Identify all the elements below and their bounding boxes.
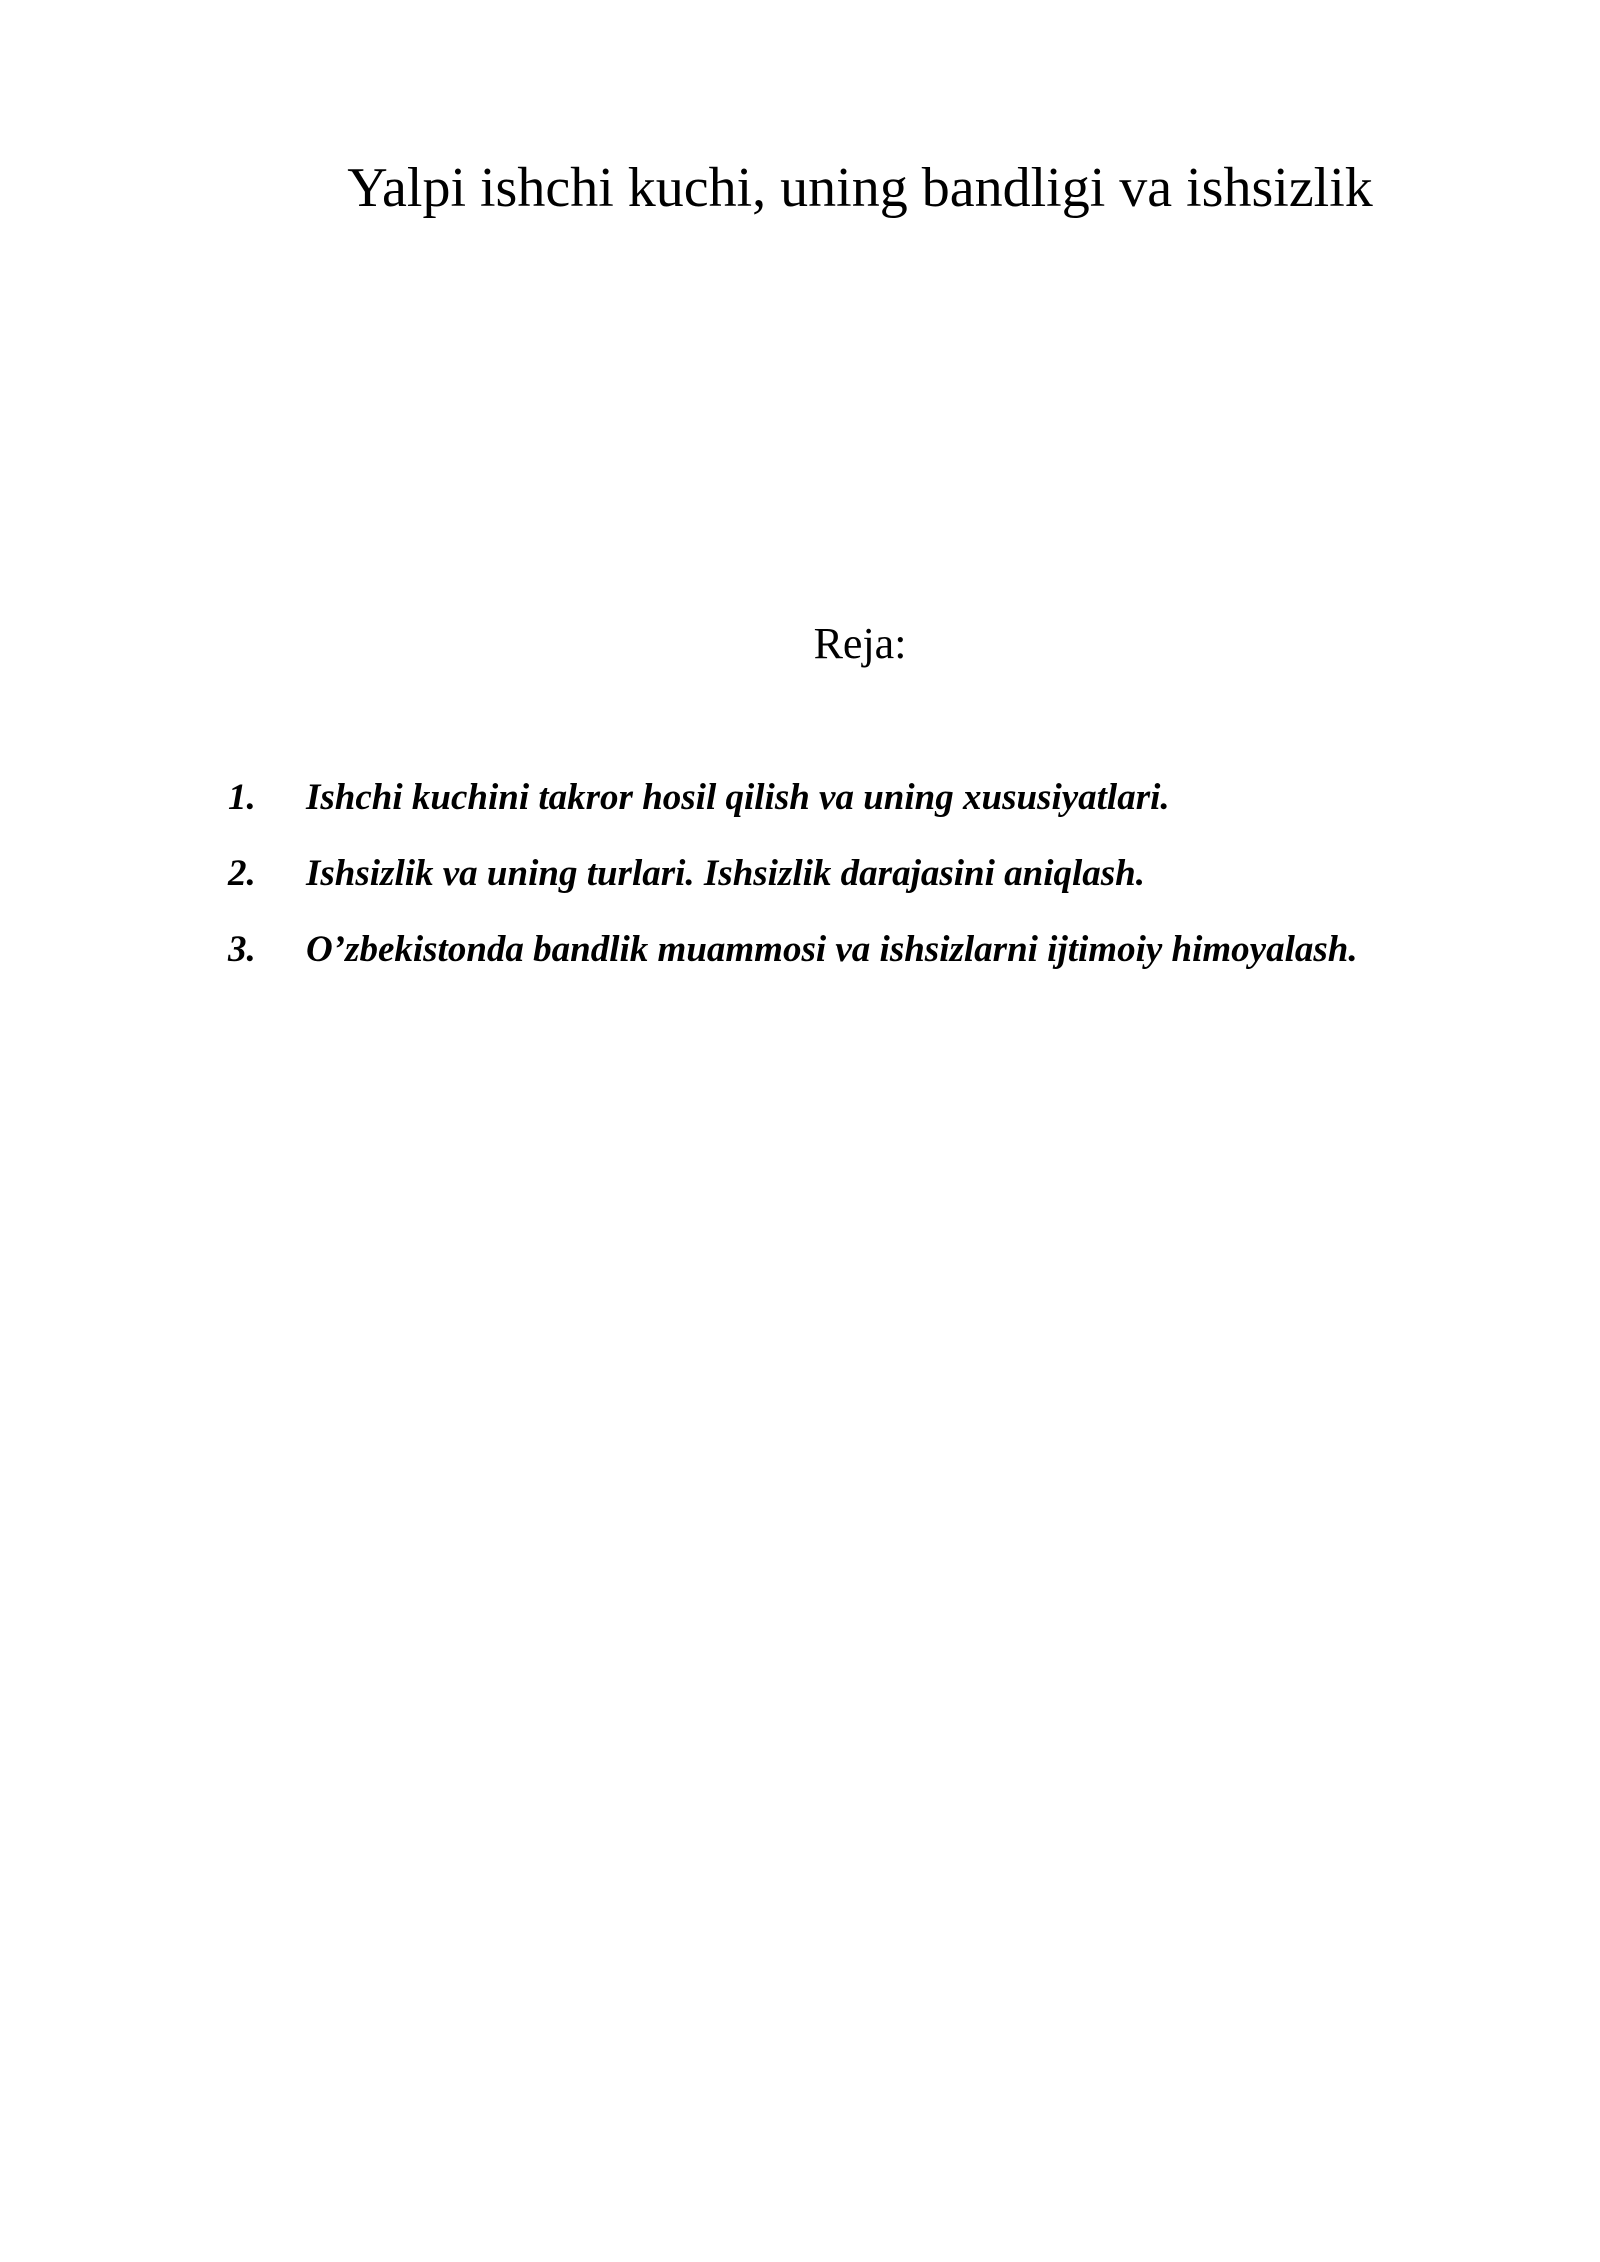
plan-item-text: Ishchi kuchini takror hosil qilish va uning xususiyatlari. xyxy=(306,777,1170,818)
plan-item-text: O’zbekistonda bandlik muammosi va ishsizlarni ijtimoiy himoyalash. xyxy=(306,929,1358,970)
plan-item-number: 2. xyxy=(228,853,256,894)
plan-item-number: 3. xyxy=(228,929,256,970)
plan-item-2 xyxy=(228,836,1498,912)
plan-item-text: Ishsizlik va uning turlari. Ishsizlik darajasini aniqlash. xyxy=(306,853,1146,894)
plan-item-1 xyxy=(228,760,1498,836)
plan-heading: Reja: xyxy=(813,619,907,668)
plan-list xyxy=(228,760,1498,988)
plan-item-3 xyxy=(228,912,1498,988)
document-title: Yalpi ishchi kuchi, uning bandligi va ishsizlik xyxy=(347,157,1373,219)
plan-item-number: 1. xyxy=(228,777,256,818)
